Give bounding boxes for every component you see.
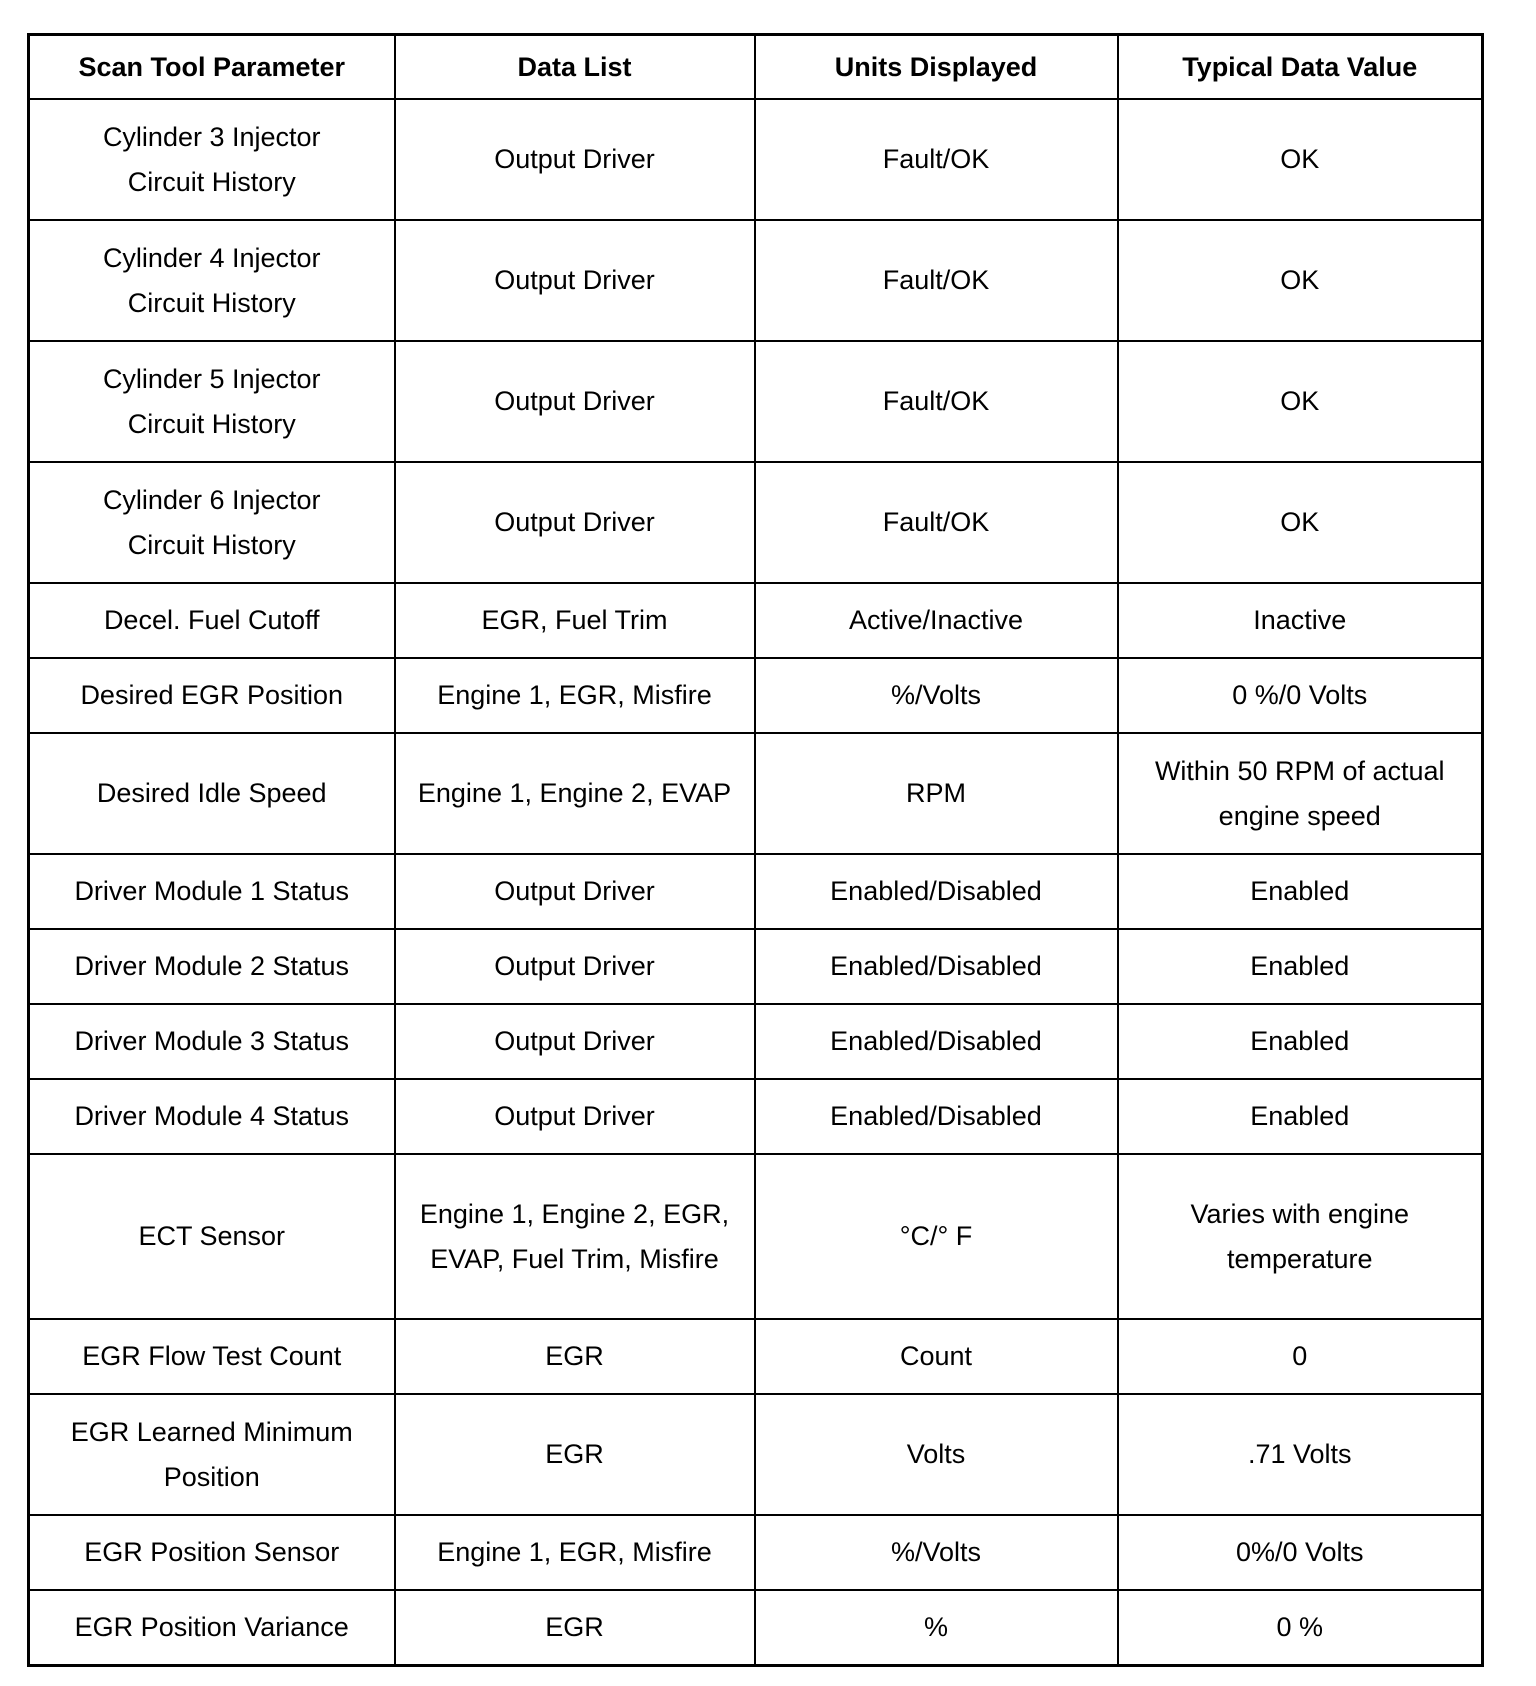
cell-data-list xyxy=(395,1154,755,1319)
cell-parameter: Desired Idle Speed xyxy=(29,733,395,854)
cell-units: % xyxy=(755,1590,1118,1666)
cell-typical-value: 0%/0 Volts xyxy=(1118,1515,1483,1590)
cell-units: Enabled/Disabled xyxy=(755,1079,1118,1154)
cell-parameter-text: Cylinder 4 Injector Circuit History xyxy=(102,242,321,318)
cell-data-list: EGR xyxy=(395,1319,755,1394)
cell-data-list: Output Driver xyxy=(395,99,755,220)
table-row xyxy=(29,220,1483,341)
cell-typical-value: OK xyxy=(1118,341,1483,462)
cell-data-list: EGR xyxy=(395,1394,755,1515)
cell-parameter xyxy=(29,220,395,341)
cell-parameter xyxy=(29,1394,395,1515)
cell-typical-value: Enabled xyxy=(1118,1079,1483,1154)
cell-typical-value: 0 % xyxy=(1118,1590,1483,1666)
cell-parameter: Driver Module 1 Status xyxy=(29,854,395,929)
cell-units: Enabled/Disabled xyxy=(755,929,1118,1004)
table-row xyxy=(29,1319,1483,1394)
cell-units: Fault/OK xyxy=(755,462,1118,583)
cell-parameter: Driver Module 2 Status xyxy=(29,929,395,1004)
cell-parameter: Decel. Fuel Cutoff xyxy=(29,583,395,658)
table-row xyxy=(29,929,1483,1004)
table-row xyxy=(29,1394,1483,1515)
table-row xyxy=(29,99,1483,220)
header-units-displayed: Units Displayed xyxy=(755,35,1118,100)
cell-parameter-text: Cylinder 5 Injector Circuit History xyxy=(102,363,321,439)
cell-typical-value: 0 xyxy=(1118,1319,1483,1394)
cell-units: Count xyxy=(755,1319,1118,1394)
cell-units: Volts xyxy=(755,1394,1118,1515)
cell-typical-value: OK xyxy=(1118,99,1483,220)
cell-data-list: Output Driver xyxy=(395,341,755,462)
cell-parameter xyxy=(29,99,395,220)
cell-parameter: Driver Module 4 Status xyxy=(29,1079,395,1154)
cell-data-list: Engine 1, EGR, Misfire xyxy=(395,1515,755,1590)
table-row xyxy=(29,1515,1483,1590)
cell-data-list: Engine 1, Engine 2, EVAP xyxy=(395,733,755,854)
cell-units: Enabled/Disabled xyxy=(755,1004,1118,1079)
table-row xyxy=(29,658,1483,733)
cell-typical-value: Inactive xyxy=(1118,583,1483,658)
cell-typical-value: Enabled xyxy=(1118,929,1483,1004)
table-row xyxy=(29,341,1483,462)
cell-units: %/Volts xyxy=(755,658,1118,733)
cell-typical-value: 0 %/0 Volts xyxy=(1118,658,1483,733)
cell-data-list: EGR, Fuel Trim xyxy=(395,583,755,658)
cell-parameter: ECT Sensor xyxy=(29,1154,395,1319)
cell-parameter: EGR Position Variance xyxy=(29,1590,395,1666)
table-header-row xyxy=(29,35,1483,100)
cell-units: °C/° F xyxy=(755,1154,1118,1319)
cell-data-list: Output Driver xyxy=(395,462,755,583)
cell-data-list: Output Driver xyxy=(395,929,755,1004)
cell-parameter-text: EGR Learned Minimum Position xyxy=(70,1416,353,1492)
scan-tool-data-sheet xyxy=(27,33,1481,1667)
cell-units: Enabled/Disabled xyxy=(755,854,1118,929)
cell-typical-value xyxy=(1118,1154,1483,1319)
cell-parameter xyxy=(29,462,395,583)
cell-typical-value: Enabled xyxy=(1118,1004,1483,1079)
cell-data-list: Engine 1, EGR, Misfire xyxy=(395,658,755,733)
table-row xyxy=(29,1004,1483,1079)
table-row xyxy=(29,854,1483,929)
cell-data-list: Output Driver xyxy=(395,1079,755,1154)
table-row xyxy=(29,462,1483,583)
cell-units: Fault/OK xyxy=(755,220,1118,341)
cell-typical-value-text: Within 50 RPM of actual engine speed xyxy=(1154,755,1445,831)
table-row xyxy=(29,1590,1483,1666)
table-row xyxy=(29,583,1483,658)
table-row xyxy=(29,733,1483,854)
cell-units: Fault/OK xyxy=(755,99,1118,220)
cell-units: %/Volts xyxy=(755,1515,1118,1590)
cell-typical-value-text: Varies with engine temperature xyxy=(1190,1198,1410,1274)
cell-data-list: EGR xyxy=(395,1590,755,1666)
cell-parameter xyxy=(29,341,395,462)
header-data-list: Data List xyxy=(395,35,755,100)
cell-units: RPM xyxy=(755,733,1118,854)
cell-parameter-text: Cylinder 3 Injector Circuit History xyxy=(102,121,321,197)
cell-data-list: Output Driver xyxy=(395,1004,755,1079)
cell-typical-value: OK xyxy=(1118,462,1483,583)
cell-parameter: Driver Module 3 Status xyxy=(29,1004,395,1079)
cell-units: Fault/OK xyxy=(755,341,1118,462)
header-typical-data-value: Typical Data Value xyxy=(1118,35,1483,100)
cell-typical-value: Enabled xyxy=(1118,854,1483,929)
cell-typical-value xyxy=(1118,733,1483,854)
cell-units: Active/Inactive xyxy=(755,583,1118,658)
cell-parameter: EGR Flow Test Count xyxy=(29,1319,395,1394)
header-scan-tool-parameter: Scan Tool Parameter xyxy=(29,35,395,100)
cell-data-list-text: Engine 1, Engine 2, EGR, EVAP, Fuel Trim, Misfire xyxy=(419,1198,730,1274)
scan-tool-data-table xyxy=(27,33,1484,1667)
table-row xyxy=(29,1154,1483,1319)
cell-typical-value: OK xyxy=(1118,220,1483,341)
cell-parameter: Desired EGR Position xyxy=(29,658,395,733)
table-row xyxy=(29,1079,1483,1154)
cell-data-list: Output Driver xyxy=(395,854,755,929)
cell-parameter-text: Cylinder 6 Injector Circuit History xyxy=(102,484,321,560)
cell-data-list: Output Driver xyxy=(395,220,755,341)
cell-parameter: EGR Position Sensor xyxy=(29,1515,395,1590)
cell-typical-value: .71 Volts xyxy=(1118,1394,1483,1515)
